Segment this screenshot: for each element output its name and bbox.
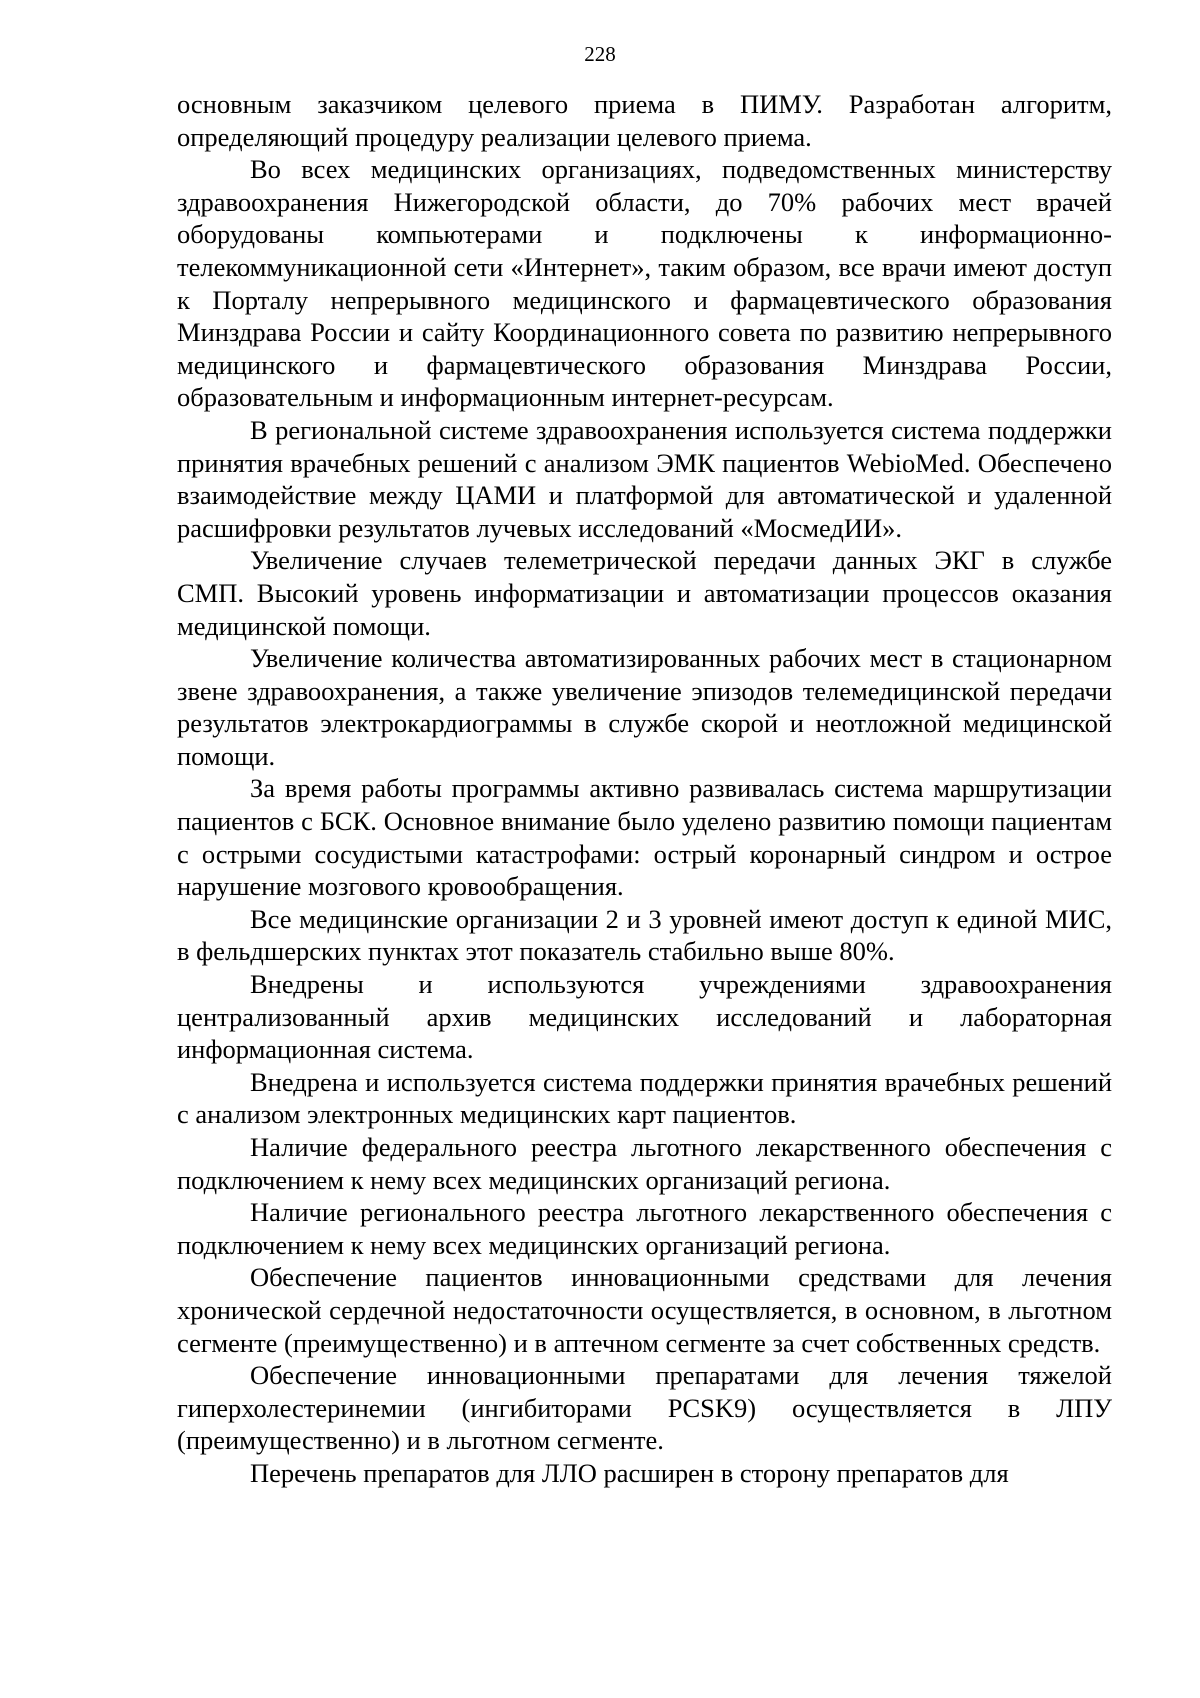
paragraph: Внедрены и используются учреждениями здравоохранения централизованный архив медицинских исследований и лабораторная информационная система. (177, 969, 1112, 1065)
paragraph: За время работы программы активно развивалась система маршрутизации пациентов с БСК. Основное внимание было уделено развитию помощи пациентам с острыми сосудистыми катастрофами: острый коронарный синдром и острое нарушение мозгового кровообращения. (177, 773, 1112, 902)
paragraph: Обеспечение инновационными препаратами для лечения тяжелой гиперхолестеринемии (ингибиторами PCSK9) осуществляется в ЛПУ (преимущественно) и в льготном сегменте. (177, 1360, 1112, 1456)
page-number: 228 (584, 42, 616, 66)
paragraph: Внедрена и используется система поддержки принятия врачебных решений с анализом электронных медицинских карт пациентов. (177, 1066, 1112, 1130)
paragraph: Перечень препаратов для ЛЛО расширен в сторону препаратов для (250, 1457, 1009, 1488)
paragraph: Наличие федерального реестра льготного лекарственного обеспечения с подключением к нему всех медицинских организаций региона. (177, 1132, 1112, 1195)
paragraph: Наличие регионального реестра льготного лекарственного обеспечения с подключением к нему всех медицинских организаций региона. (177, 1197, 1112, 1260)
paragraph: Увеличение количества автоматизированных рабочих мест в стационарном звене здравоохранения, а также увеличение эпизодов телемедицинской передачи результатов электрокардиограммы в службе скорой и неотложной медицинской помощи. (177, 643, 1112, 771)
document-body (177, 88, 1112, 1490)
paragraph: Увеличение случаев телеметрической передачи данных ЭКГ в службе СМП. Высокий уровень информатизации и автоматизации процессов оказания медицинской помощи. (177, 545, 1112, 641)
paragraph: Во всех медицинских организациях, подведомственных министерству здравоохранения Нижегородской области, до 70% рабочих мест врачей оборудованы компьютерами и подключены к информационно-телекоммуникационной сети «Интернет», таким образом, все врачи имеют доступ к Порталу непрерывного медицинского и фармацевтического образования Минздрава России и сайту Координационного совета по развитию непрерывного медицинского и фармацевтического образования Минздрава России, образовательным и информационным интернет-ресурсам. (177, 154, 1112, 413)
paragraph: Обеспечение пациентов инновационными средствами для лечения хронической сердечной недостаточности осуществляется, в основном, в льготном сегменте (преимущественно) и в аптечном сегменте за счет собственных средств. (177, 1262, 1112, 1358)
paragraph: основным заказчиком целевого приема в ПИМУ. Разработан алгоритм, определяющий процедуру реализации целевого приема. (177, 89, 1112, 152)
paragraph: Все медицинские организации 2 и 3 уровней имеют доступ к единой МИС, в фельдшерских пунктах этот показатель стабильно выше 80%. (177, 903, 1112, 967)
paragraph: В региональной системе здравоохранения используется система поддержки принятия врачебных решений с анализом ЭМК пациентов WebioMed. Обеспечено взаимодействие между ЦАМИ и платформой для автоматической и удаленной расшифровки результатов лучевых исследований «МосмедИИ». (177, 414, 1112, 543)
